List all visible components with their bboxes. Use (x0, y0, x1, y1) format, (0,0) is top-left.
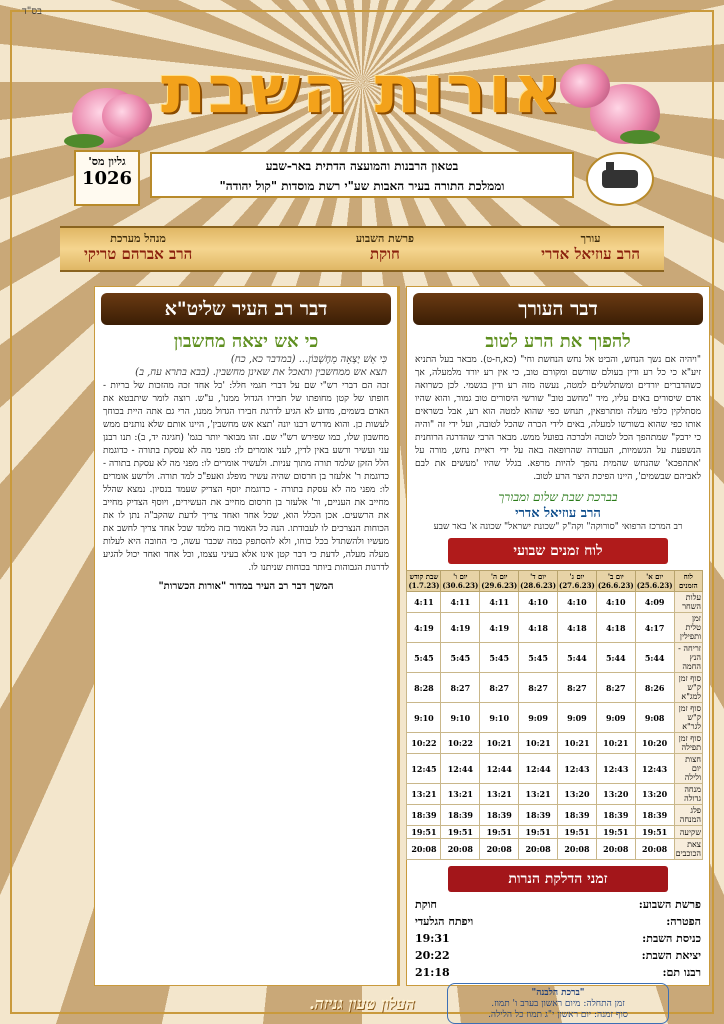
times-cell: 4:10 (558, 592, 597, 613)
editor-subtitle: להפוך את הרע לטוב (485, 331, 631, 352)
times-cell: 13:21 (441, 784, 480, 805)
times-cell: 4:09 (635, 592, 674, 613)
times-cell: 18:39 (407, 805, 441, 826)
times-cell: 5:45 (519, 643, 558, 673)
times-header-cell: יום א' (25.6.23) (636, 572, 673, 590)
candle-label: כניסת השבת: (642, 932, 701, 945)
candle-value: 19:31 (415, 932, 450, 945)
signature-name: הרב עוזיאל אדרי (515, 506, 601, 521)
times-cell: 4:19 (480, 613, 519, 643)
times-cell: 12:43 (635, 754, 674, 784)
times-cell: 12:45 (407, 754, 441, 784)
times-cell: 10:21 (519, 733, 558, 754)
times-row (407, 703, 703, 733)
leaf-right-icon (620, 130, 660, 144)
times-cell: 4:19 (441, 613, 480, 643)
times-cell: 18:39 (480, 805, 519, 826)
times-row-label: פלג המנחה (674, 805, 702, 826)
continued-note: המשך דבר רב העיר במדור "אורות הכשרות" (158, 581, 334, 592)
newsletter-title: אורות השבת (161, 51, 563, 128)
times-cell: 8:27 (441, 673, 480, 703)
times-cell: 8:27 (519, 673, 558, 703)
times-cell: 12:44 (480, 754, 519, 784)
times-cell: 8:27 (558, 673, 597, 703)
times-cell: 13:21 (407, 784, 441, 805)
leaf-left-icon (64, 134, 104, 148)
times-row (407, 643, 703, 673)
rabbi-banner: דבר רב העיר שליט"א (101, 293, 391, 325)
times-header-cell: יום ה' (29.6.23) (481, 572, 518, 590)
times-cell: 9:09 (558, 703, 597, 733)
times-row (407, 673, 703, 703)
editor-body: "ויהיה אם נשך הנחש, והביט אל נחש הנחשת וחי" (כא,ח-ט). מבאר בעל התניא זיע"א כי כל רע ודין בעולם שורשם ומקורם טוב, כי אין רע יורד מלמעלה, אך כשהדברים יורדים ומשתלשלים למטה, נעשה מזה רע ודין בגשמי. לכן כשרואה אדם שיסורים באים עליו, מיד "מחשב טוב" שורשי היסורים טוב גמור, והוא שהיו מסתלקין כלפי מעלה ומתרפאין, תנחש כפי שהוא למטה הוא רע, אבל כשראים אותו כפי שהוא בשורשו למעלה, באים לידי הכרה שהכל לטובה, ועל ידי זה "והיה כי ידבק" שמתהפך הכל לטובה ולברכה בפועל ממש. מבאר הרבי שהדרגה הרוחנית הנשפעת על הגשמיות, העבודה שהרופאה באה על ידי ראיית נחש, מורה על 'אתהפכא' שהנחש שהמית נהפך להיות מרפא. בגלל שהיו 'מעשים את לבם לאביהם שבשמים', היינו הפיכת היצר הרע לטוב. (415, 355, 701, 482)
times-cell: 10:20 (635, 733, 674, 754)
times-cell: 20:08 (558, 839, 597, 860)
editor-signature (417, 490, 699, 532)
candle-label: פרשת השבוע: (638, 898, 701, 911)
column-divider (398, 286, 400, 986)
levana-title: "ברכת הלבנה" (531, 988, 585, 998)
times-cell: 18:39 (635, 805, 674, 826)
parasha-name: חוקת (369, 245, 400, 263)
times-cell: 4:10 (596, 592, 635, 613)
times-cell: 20:08 (519, 839, 558, 860)
times-row-label: עלות השחר (674, 592, 702, 613)
candle-value: 20:22 (415, 949, 450, 962)
candle-label: יציאת השבת: (641, 949, 701, 962)
times-cell: 8:27 (480, 673, 519, 703)
candle-label: רבנו תם: (662, 966, 701, 979)
times-cell: 4:11 (480, 592, 519, 613)
times-header-cell: יום ד' (28.6.23) (520, 572, 556, 590)
train-logo-icon (586, 152, 654, 206)
levana-start: זמן התחלה: מיום ראשון בערב ו' תמוז. (491, 999, 625, 1009)
editor-column (406, 286, 710, 1020)
bsd-mark: בס"ד (22, 6, 42, 17)
times-cell: 10:22 (407, 733, 441, 754)
times-cell: 18:39 (441, 805, 480, 826)
rabbi-body: זכה הם דברי רש"י שם על דברי חגמי חלל: 'כל אחד זכה מהזכות של בריות - חופתו של קטן מחופתו של חבירו הגדול ממנו', ע"ש. רוצה לומר שיתבטא את האדם בשמים, מדוע לא הגיע לדרגת חבירו הגדול ממנו, הרי גם אתה היית בכוחך לעשות כן. והוא מדרש רבנו יונה 'תצא אש מחשבין', היינו אותם שלא נותנים ממש מחשבון שלו, כמו שפירש רש"י שם. זהו מבואר יותר בגמ' (חגיגה יד, ב): תנו רבנן עני ועשיר ורשע באין לדין, לעני אומרים לו: מפני מה לא עסקת בתורה - כדוגמת הלל הזקן שלמד תורה מתוך עניות. ולעשיר אומרים לו: מפני מה לא עסקת בתורה - כדוגמת ר' אלעזר בן חרסום שהיה עשיר מופלג ואעפ"כ למד תורה. ולרשע אומרים לו: מפני מה לא עסקת בתורה - כדוגמת יוסף הצדיק שעמד בנסיון. נמצא שהלל מחייב את העניים, ור' אלעזר בן חרסום מחייב את העשירים, ויוסף הצדיק מחייב את הרשעים. אכן הכלל הוא, שכל אחד ואחד צריך לדעת שהקב"ה נתן לו את הכוחות הנצרכים לו לעבודתו. הנה כל האמור בזה מלמד שכל אחד צריך לחשב את מעשיו ולהשתדל בכל כוחו, ולא להסתפק במה שכבר עשה, כי החובה היא לעלות מעלה מעלה, לדעת כי דבר קטן אינו אלא בעיני עצמו, וכל אחד ואחד יכול להגיע לדרגות הגבוהות ביותר בכוחות שניתנו לו. (103, 381, 389, 573)
times-header-cell: יום ב' (26.6.23) (597, 572, 634, 590)
times-cell: 18:39 (519, 805, 558, 826)
times-cell: 5:45 (407, 643, 441, 673)
times-header-cell: יום ג' (27.6.23) (559, 572, 595, 590)
times-row (407, 733, 703, 754)
times-cell: 10:21 (596, 733, 635, 754)
org-line-1: בטאון הרבנות והמועצה הדתית באר-שבע (265, 159, 459, 173)
info-bar (60, 226, 664, 272)
times-cell: 9:08 (635, 703, 674, 733)
times-cell: 19:51 (519, 826, 558, 839)
times-cell: 4:18 (596, 613, 635, 643)
candle-value: ויפתח הגלעדי (415, 915, 474, 928)
times-cell: 10:21 (480, 733, 519, 754)
times-cell: 13:20 (558, 784, 597, 805)
candle-value: חוקת (415, 898, 437, 911)
times-cell: 13:20 (596, 784, 635, 805)
times-cell: 12:44 (519, 754, 558, 784)
signature-greeting: בברכת שבת שלום ומבורך (498, 490, 618, 504)
times-cell: 5:44 (635, 643, 674, 673)
rabbi-column (94, 286, 398, 986)
times-ribbon: לוח זמנים שבועי (448, 538, 668, 564)
weekly-times-table (406, 570, 703, 860)
times-cell: 20:08 (596, 839, 635, 860)
times-cell: 13:21 (480, 784, 519, 805)
times-cell: 4:11 (407, 592, 441, 613)
times-cell: 9:10 (480, 703, 519, 733)
times-cell: 8:26 (635, 673, 674, 703)
times-cell: 20:08 (441, 839, 480, 860)
times-cell: 19:51 (635, 826, 674, 839)
manager-name: הרב אברהם טריקי (84, 245, 193, 263)
times-row (407, 784, 703, 805)
candle-label: הפטרה: (666, 915, 701, 928)
times-row-label: סוף זמן ק"ש למג"א (674, 673, 702, 703)
times-row (407, 805, 703, 826)
signature-title: רב המרכז הרפואי "סורוקה" וקה"ק "שכונת ישראל" שכונה א' באר שבע (433, 522, 683, 532)
times-cell: 19:51 (558, 826, 597, 839)
times-cell: 4:17 (635, 613, 674, 643)
times-cell: 5:44 (596, 643, 635, 673)
parasha-caption: פרשת השבוע (355, 232, 414, 245)
rabbi-quote-2: תצא אש ממחשבין ותאכל את שאינן מחשבין. (בבא בתרא עח, ב) (135, 367, 387, 378)
times-row (407, 754, 703, 784)
times-row-label: שקיעה (674, 826, 702, 839)
times-row-label: צאת הכוכבים (675, 840, 701, 858)
times-cell: 12:43 (558, 754, 597, 784)
editor-name: הרב עוזיאל אדרי (541, 245, 640, 263)
times-cell: 12:43 (596, 754, 635, 784)
times-cell: 10:21 (558, 733, 597, 754)
times-row (407, 839, 703, 860)
times-cell: 20:08 (480, 839, 519, 860)
times-cell: 18:39 (596, 805, 635, 826)
editor-cell (541, 232, 640, 264)
times-cell: 4:18 (519, 613, 558, 643)
candle-row (415, 966, 701, 979)
times-cell: 4:19 (407, 613, 441, 643)
manager-cell (84, 232, 192, 264)
editor-banner: דבר העורך (413, 293, 703, 325)
times-cell: 19:51 (596, 826, 635, 839)
times-cell: 18:39 (558, 805, 597, 826)
times-cell: 9:09 (519, 703, 558, 733)
times-row-label: זריחה - הנץ החמה (674, 643, 702, 673)
times-cell: 19:51 (480, 826, 519, 839)
times-cell: 8:28 (407, 673, 441, 703)
times-cell: 5:45 (441, 643, 480, 673)
times-cell: 19:51 (441, 826, 480, 839)
levana-end: סוף זמנה: יום ראשון י"ג תמוז כל הלילה. (488, 1010, 628, 1020)
times-cell: 12:44 (441, 754, 480, 784)
candle-ribbon: זמני הדלקת הנרות (448, 866, 668, 892)
times-row-label: סוף זמן תפילה (674, 733, 702, 754)
manager-caption: מנהל מערכת (110, 232, 166, 245)
times-cell: 9:09 (596, 703, 635, 733)
candle-row (415, 915, 701, 928)
times-header-cell: יום ו' (30.6.23) (442, 572, 479, 590)
candle-value: 21:18 (415, 966, 450, 979)
candle-times (407, 898, 709, 979)
times-row-label: חצות יום ולילה (674, 754, 702, 784)
times-row-label: זמן טלית ותפילין (674, 613, 702, 643)
times-header-cell: שבת קודש (1.7.23) (408, 572, 440, 590)
times-cell: 4:18 (558, 613, 597, 643)
times-row-label: מנחה גדולה (674, 784, 702, 805)
issue-number: 1026 (81, 168, 133, 189)
times-cell: 10:22 (441, 733, 480, 754)
candle-row (415, 932, 701, 945)
times-cell: 4:11 (441, 592, 480, 613)
masthead (120, 40, 604, 140)
times-cell: 8:27 (596, 673, 635, 703)
times-cell: 4:10 (519, 592, 558, 613)
rabbi-subtitle: כי אש יצאה מחשבון (173, 331, 319, 352)
organization-banner (150, 152, 574, 198)
times-cell: 20:08 (407, 839, 441, 860)
times-cell: 13:20 (635, 784, 674, 805)
times-cell: 20:08 (635, 839, 674, 860)
times-cell: 5:45 (480, 643, 519, 673)
times-cell: 9:10 (441, 703, 480, 733)
parasha-cell (356, 232, 414, 264)
times-cell: 5:44 (558, 643, 597, 673)
editor-caption: עורך (580, 232, 601, 245)
rabbi-quote-1: כִּי אֵשׁ יָצְאָה מֵחֶשְׁבּוֹן... (במדבר כא, כח) (230, 354, 387, 365)
times-row (407, 613, 703, 643)
times-cell: 19:51 (407, 826, 441, 839)
times-row-label: סוף זמן ק"ש לגר"א (674, 703, 702, 733)
issue-label: גליון מס' (88, 155, 126, 168)
times-row (407, 592, 703, 613)
times-cell: 9:10 (407, 703, 441, 733)
times-cell: 13:21 (519, 784, 558, 805)
org-line-2: וממלכת התורה בעיר האבות שע"י רשת מוסדות "קול יהודה" (219, 179, 505, 193)
times-header-cell: לוח הזמנים (674, 571, 702, 592)
issue-box (74, 150, 140, 206)
candle-row (415, 898, 701, 911)
footer-note: העלון טעון גניזה. (309, 994, 415, 1013)
candle-row (415, 949, 701, 962)
times-row (407, 826, 703, 839)
